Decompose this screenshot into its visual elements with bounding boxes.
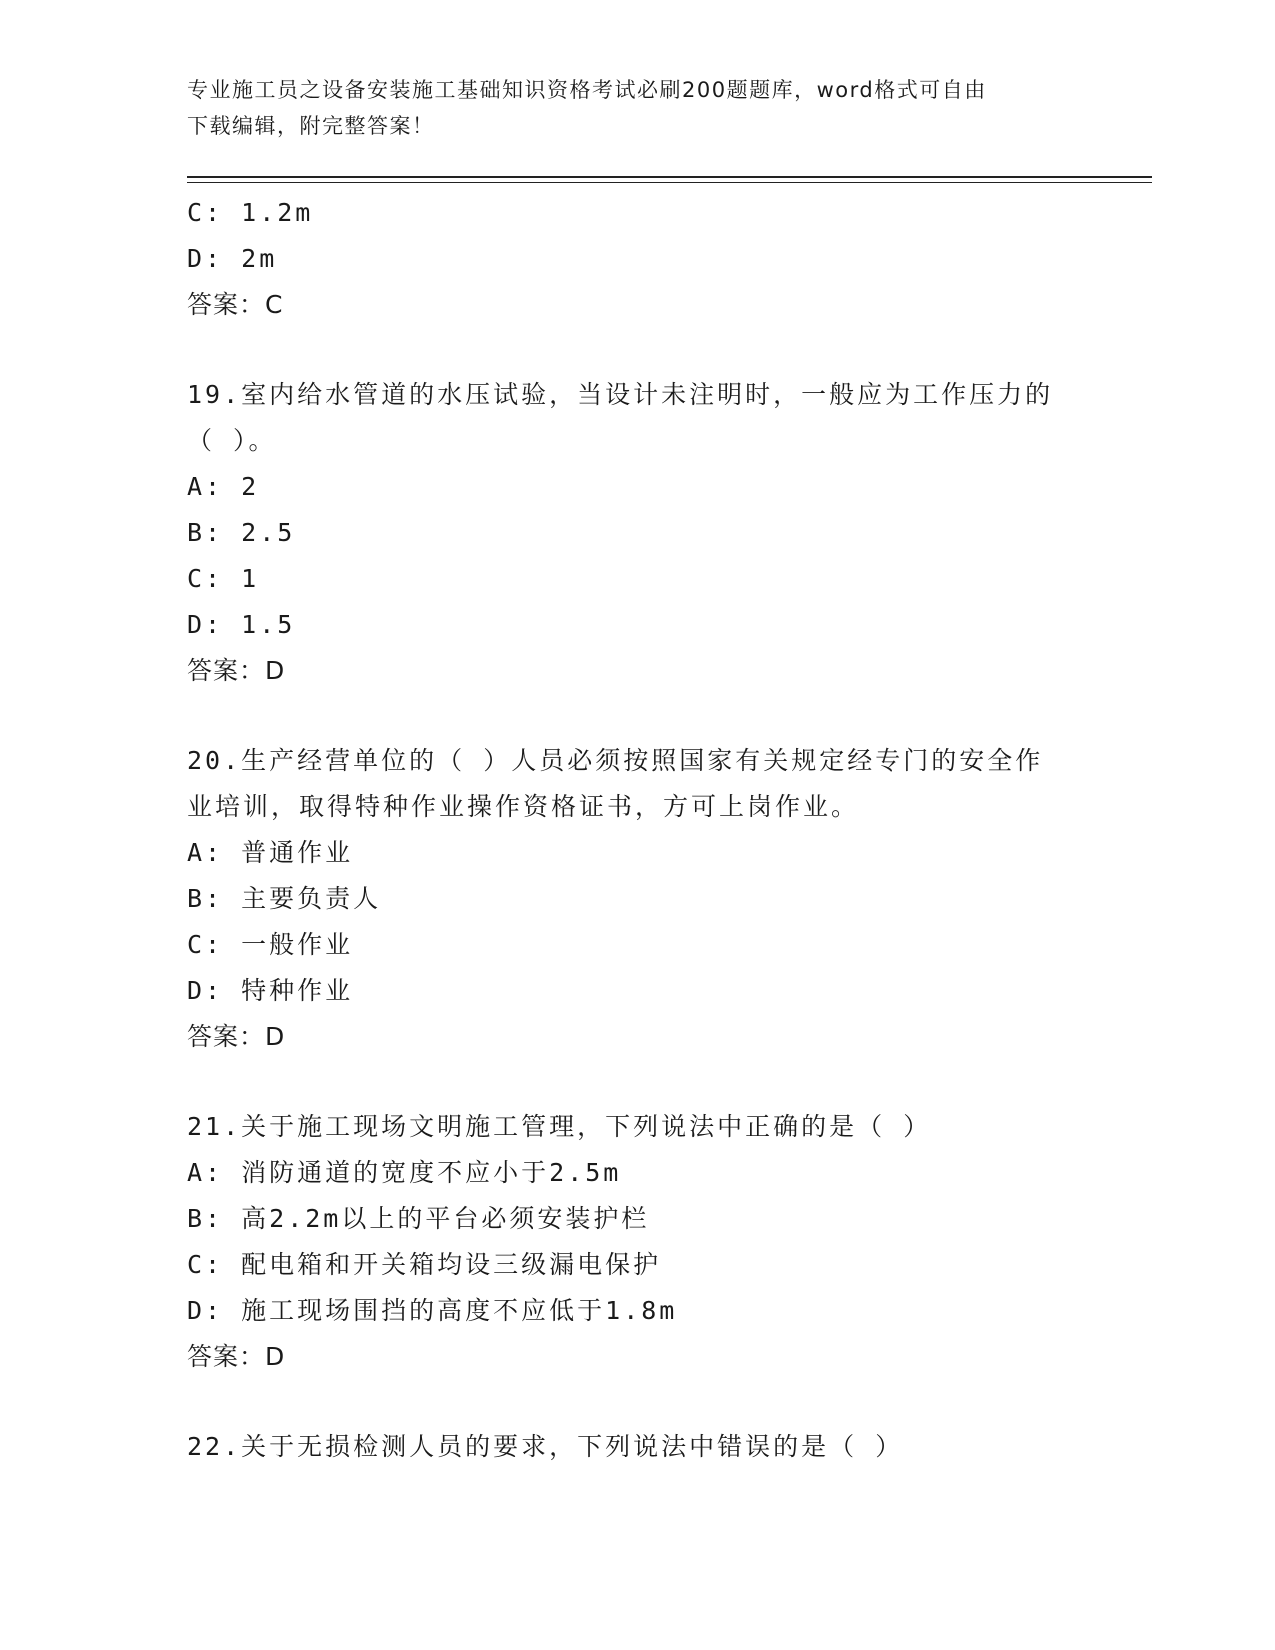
question-spacer [187, 1380, 1087, 1424]
option-a: A: 消防通道的宽度不应小于2.5m [187, 1158, 622, 1187]
option-b: B: 主要负责人 [187, 884, 382, 913]
option-d: D: 2m [187, 244, 278, 273]
question-stem-line: （ ）。 [187, 426, 277, 455]
question-21 [187, 1104, 1087, 1380]
answer-line: 答案：D [187, 656, 286, 685]
option-c: C: 1.2m [187, 198, 314, 227]
question-18-tail [187, 190, 1087, 328]
option-a: A: 2 [187, 472, 260, 501]
question-spacer [187, 1060, 1087, 1104]
header-line-2: 下载编辑，附完整答案！ [187, 114, 435, 138]
option-d: D: 施工现场围挡的高度不应低于1.8m [187, 1296, 678, 1325]
option-c: C: 1 [187, 564, 260, 593]
document-header [187, 72, 1087, 144]
question-spacer [187, 694, 1087, 738]
option-d: D: 1.5 [187, 610, 296, 639]
option-c: C: 配电箱和开关箱均设三级漏电保护 [187, 1250, 662, 1279]
question-19 [187, 372, 1087, 694]
option-d: D: 特种作业 [187, 976, 354, 1005]
header-line-1: 专业施工员之设备安装施工基础知识资格考试必刷200题题库，word格式可自由 [187, 78, 987, 102]
answer-line: 答案：C [187, 290, 284, 319]
header-divider-thin [187, 182, 1152, 183]
question-spacer [187, 328, 1087, 372]
question-stem-line: 19.室内给水管道的水压试验，当设计未注明时，一般应为工作压力的 [187, 380, 1054, 409]
question-list [187, 190, 1087, 1470]
option-b: B: 高2.2m以上的平台必须安装护栏 [187, 1204, 650, 1233]
question-stem-line: 21.关于施工现场文明施工管理，下列说法中正确的是（ ） [187, 1112, 932, 1141]
answer-line: 答案：D [187, 1022, 286, 1051]
answer-line: 答案：D [187, 1342, 286, 1371]
question-22 [187, 1424, 1087, 1470]
question-stem-line: 20.生产经营单位的（ ）人员必须按照国家有关规定经专门的安全作 [187, 746, 1044, 775]
option-b: B: 2.5 [187, 518, 296, 547]
header-divider-thick [187, 176, 1152, 178]
question-stem-line: 业培训，取得特种作业操作资格证书，方可上岗作业。 [187, 792, 860, 821]
question-stem-line: 22.关于无损检测人员的要求，下列说法中错误的是（ ） [187, 1432, 904, 1461]
option-c: C: 一般作业 [187, 930, 354, 959]
question-20 [187, 738, 1087, 1060]
option-a: A: 普通作业 [187, 838, 354, 867]
